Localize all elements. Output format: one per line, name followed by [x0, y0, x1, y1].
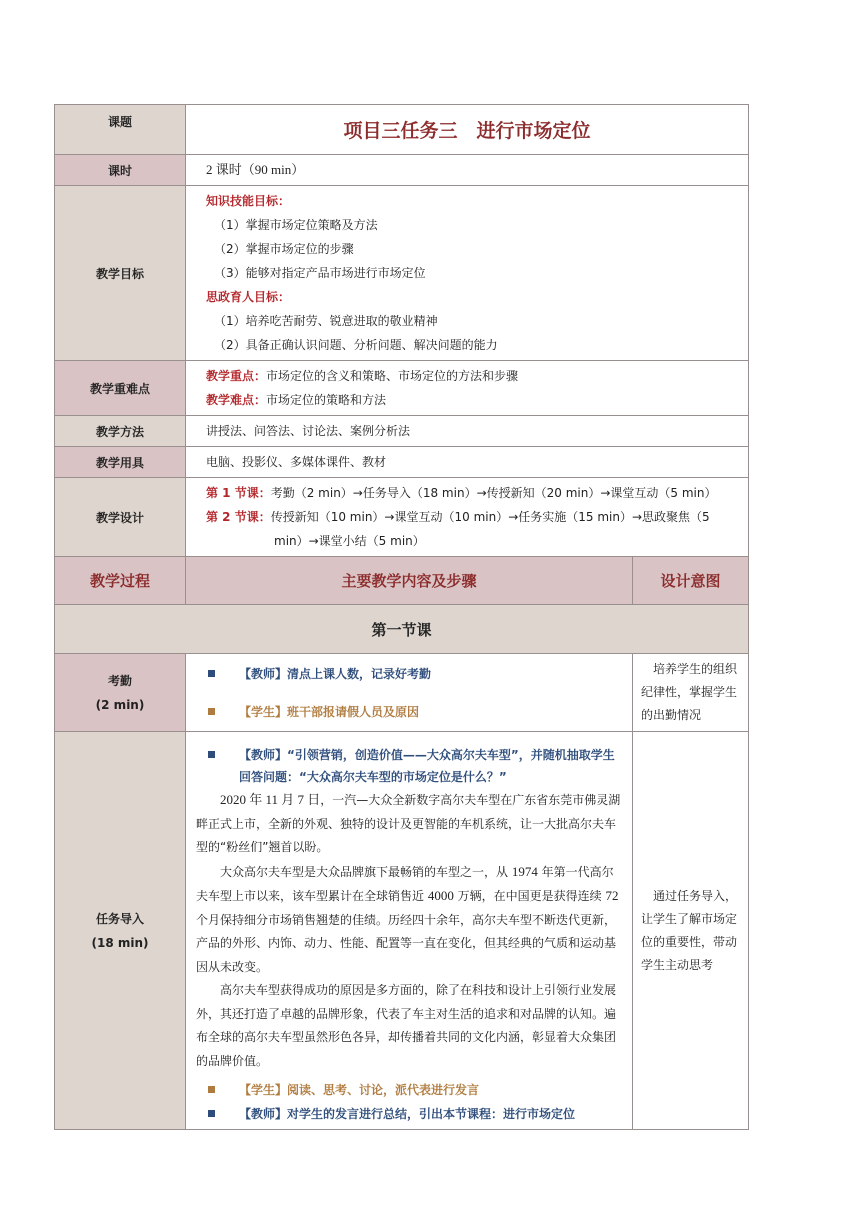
case-text: 大众高尔夫车型是大众品牌旗下最畅销的车型之一，从 [220, 864, 512, 879]
key-prefix: 教学重点： [206, 369, 267, 383]
tools-row [55, 447, 749, 478]
tools-value: 电脑、投影仪、多媒体课件、教材 [186, 447, 749, 478]
case-text: ，一汽—大众全新数字高尔夫车型在广东省东莞市佛灵湖畔正式上市，全新的外观、独特的设计及更智能的车机系统，让一大批高尔夫车型的“粉丝们”翘首以盼。 [196, 793, 621, 854]
attendance-label: 考勤 [107, 673, 132, 688]
design-row [55, 478, 749, 557]
knowledge-item: （3）能够对指定产品市场进行市场定位 [214, 266, 426, 280]
task-intro-teacher-text: 【教师】“引领营销，创造价值——大众高尔夫车型”，并随机抽取学生回答问题：“大众高尔夫车型的市场定位是什么？” [239, 748, 615, 784]
design-label: 教学设计 [55, 478, 186, 557]
task-intro-label-cell [55, 732, 186, 1130]
key-points-content [186, 361, 749, 416]
session2-text: 传授新知（10 min）→课堂互动（10 min）→任务实施（15 min）→思政聚焦（5 min）→课堂小结（5 min） [270, 510, 710, 548]
hours-value: 2 课时（90 min） [186, 155, 749, 186]
session1-prefix: 第 1 节课： [206, 486, 271, 500]
case-text: 年第一代高尔夫车型上市以来，该车型累计在全球销售近 [196, 864, 614, 903]
process-header-col1: 教学过程 [55, 557, 186, 605]
hard-prefix: 教学难点： [206, 393, 267, 407]
case-text: 万辆，在中国更是获得连续 [453, 889, 606, 903]
attendance-row [55, 654, 749, 732]
objectives-content [186, 186, 749, 361]
bullet-icon [208, 1110, 215, 1117]
task-intro-intent: 通过任务导入，让学生了解市场定位的重要性，带动学生主动思考 [633, 732, 749, 1130]
process-header-col2: 主要教学内容及步骤 [186, 557, 633, 605]
bullet-icon [208, 670, 215, 677]
key-text: 市场定位的含义和策略、市场定位的方法和步骤 [266, 369, 519, 383]
case-number: 72 [605, 888, 619, 903]
ideology-item: （2）具备正确认识问题、分析问题、解决问题的能力 [214, 338, 498, 352]
methods-value: 讲授法、问答法、讨论法、案例分析法 [186, 416, 749, 447]
case-paragraph-1 [196, 788, 622, 860]
attendance-content [186, 654, 633, 732]
attendance-intent: 培养学生的组织纪律性，掌握学生的出勤情况 [633, 654, 749, 732]
case-number: 4000 [427, 888, 454, 903]
hours-label: 课时 [55, 155, 186, 186]
case-paragraph-2 [196, 860, 622, 980]
case-text: 个月保持细分市场销售翘楚的佳绩。历经四十余年，高尔夫车型不断迭代更新，产品的外形、内饰、动力、性能、配置等一直在变化，但其经典的气质和运动基因从未改变。 [196, 912, 617, 974]
attendance-student-text: 【学生】班干部报请假人员及原因 [239, 704, 420, 719]
attendance-duration: (2 min) [95, 697, 145, 712]
task-intro-summary-text: 【教师】对学生的发言进行总结，引出本节课程：进行市场定位 [239, 1107, 576, 1121]
section-title: 第一节课 [55, 605, 749, 654]
topic-label: 课题 [55, 105, 186, 155]
session1-text: 考勤（2 min）→任务导入（18 min）→传授新知（20 min）→课堂互动（5 min） [270, 486, 717, 500]
objectives-label: 教学目标 [55, 186, 186, 361]
knowledge-item: （2）掌握市场定位的步骤 [214, 242, 354, 256]
design-content [186, 478, 749, 557]
task-intro-student [196, 1079, 622, 1101]
task-intro-duration: (18 min) [91, 935, 149, 950]
page-title: 项目三任务三 进行市场定位 [186, 105, 749, 155]
case-number: 1974 [511, 863, 538, 879]
key-points-label: 教学重难点 [55, 361, 186, 416]
hard-text: 市场定位的策略和方法 [266, 393, 387, 407]
process-header-row [55, 557, 749, 605]
key-points-row [55, 361, 749, 416]
knowledge-item: （1）掌握市场定位策略及方法 [214, 218, 378, 232]
attendance-label-cell [55, 654, 186, 732]
topic-row [55, 105, 749, 155]
methods-row [55, 416, 749, 447]
lesson-plan-table [54, 104, 749, 1130]
task-intro-student-text: 【学生】阅读、思考、讨论，派代表进行发言 [239, 1083, 480, 1097]
session2-prefix: 第 2 节课： [206, 510, 271, 524]
bullet-icon [208, 708, 215, 715]
bullet-icon [208, 1086, 215, 1093]
case-paragraph-3: 高尔夫车型获得成功的原因是多方面的，除了在科技和设计上引领行业发展外，其还打造了卓越的品牌形象，代表了车主对生活的追求和对品牌的认知。遍布全球的高尔夫车型虽然形色各异，却传播着共同的文化内涵，彰显着大众集团的品牌价值。 [196, 983, 617, 1068]
task-intro-teacher-summary [196, 1103, 622, 1125]
attendance-student [208, 701, 624, 723]
hours-row [55, 155, 749, 186]
bullet-icon [208, 751, 215, 758]
tools-label: 教学用具 [55, 447, 186, 478]
section-row [55, 605, 749, 654]
ideology-heading: 思政育人目标： [206, 290, 291, 304]
methods-label: 教学方法 [55, 416, 186, 447]
ideology-item: （1）培养吃苦耐劳、锐意进取的敬业精神 [214, 314, 438, 328]
task-intro-row [55, 732, 749, 1130]
objectives-row [55, 186, 749, 361]
process-header-col3: 设计意图 [633, 557, 749, 605]
knowledge-heading: 知识技能目标： [206, 194, 291, 208]
task-intro-teacher [196, 744, 622, 788]
case-date: 2020 年 11 月 7 日 [220, 792, 321, 807]
attendance-teacher [208, 663, 624, 685]
attendance-teacher-text: 【教师】清点上课人数，记录好考勤 [239, 666, 432, 681]
task-intro-label: 任务导入 [95, 911, 144, 926]
task-intro-content [186, 732, 633, 1130]
